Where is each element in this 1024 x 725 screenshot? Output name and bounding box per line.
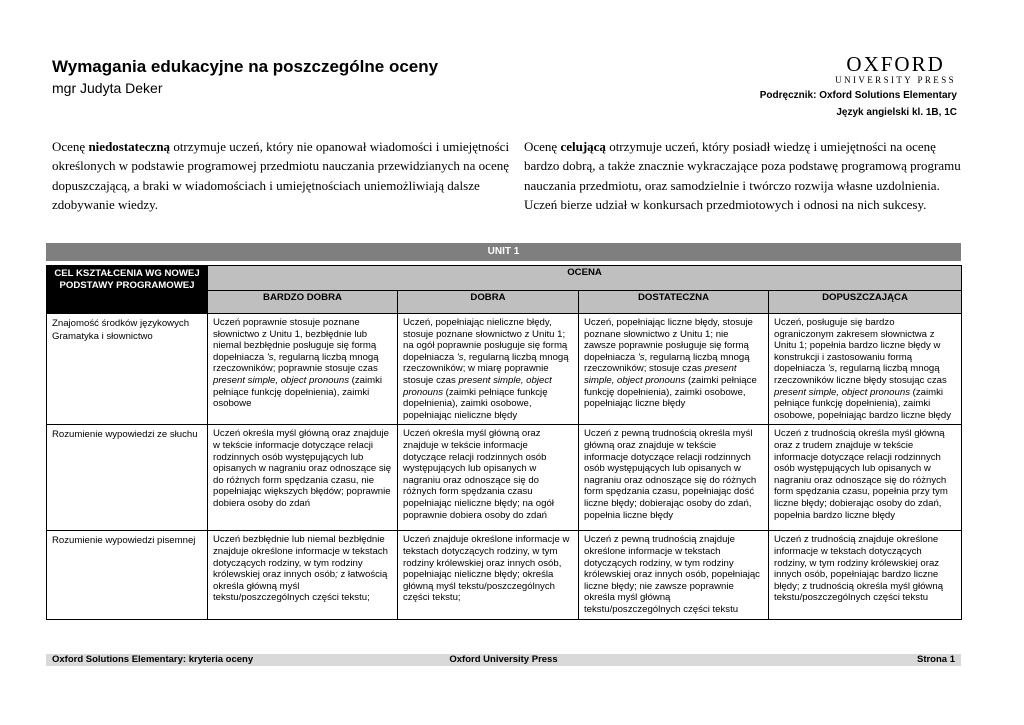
grade-criteria-cell xyxy=(769,314,962,425)
criteria-text: (zaimki pełniące funkcję dopełnienia), zaimki osobowe, popełniając nieliczne błędy xyxy=(403,386,548,421)
intro-left-before: Ocenę xyxy=(52,139,89,154)
requirements-table xyxy=(46,265,962,620)
grade-group-header: OCENA xyxy=(208,266,962,291)
criteria-text: , regularną liczbą mnogą rzeczowników; stosuje czas xyxy=(584,351,750,375)
table-row xyxy=(47,425,962,531)
criteria-text: (zaimki pełniące funkcję dopełnienia), zaimki osobowe, popełniając liczne błędy xyxy=(584,374,757,410)
grade-criteria-cell xyxy=(398,314,579,425)
learning-goal-line: Rozumienie wypowiedzi ze słuchu xyxy=(52,429,198,441)
grade-header: DOBRA xyxy=(398,291,579,314)
criteria-text: z łatwością określa główną myśl tekstu/poszczególnych części tekstu; xyxy=(213,569,388,604)
footer-title: Oxford Solutions Elementary: kryteria oceny xyxy=(52,654,254,665)
criteria-text: Uczeń, popełniając nieliczne błędy, stosuje poznane słownictwo z Unitu 1; na ogół poprawnie posługuje się formą dopełniacza xyxy=(403,317,568,363)
page-number: Strona 1 xyxy=(916,654,955,665)
grade-criteria-cell xyxy=(579,425,769,531)
grade-header: BARDZO DOBRA xyxy=(208,291,398,314)
intro-right-after: otrzymuje uczeń, który posiadł wiedzę i umiejętności na ocenę bardzo dobrą, a także znacznie wykraczające poza podstawę programową programu nauczania przedmiotu, oraz samodzielnie i twórczo rozwija własne uzdolnienia. Uczeń bierze udział w konkursach przedmiotowych i odnosi na nich sukcesy. xyxy=(524,139,961,212)
criteria-text: 's xyxy=(266,351,274,363)
logo-main-text: OXFORD xyxy=(846,52,945,76)
grade-criteria-cell xyxy=(398,531,579,619)
grade-criteria-cell xyxy=(769,531,962,619)
grade-criteria-cell xyxy=(208,531,398,619)
criteria-text: Uczeń z pewną trudnością znajduje określone informacje w tekstach dotyczących rodziny, w tym rodziny królewskiej oraz innych osób, popełniając liczne błędy; nie zawsze poprawnie określa myśl główną tekstu/poszczególnych części tekstu xyxy=(584,534,760,615)
learning-goal-cell xyxy=(47,425,208,531)
author-name: mgr Judyta Deker xyxy=(52,80,163,96)
unit-header: UNIT 1 xyxy=(46,243,961,261)
intro-right-before: Ocenę xyxy=(524,139,561,154)
intro-failing-grade xyxy=(52,137,514,214)
criteria-text: , regularną liczbą mnogą rzeczowników; poprawnie stosuje czas xyxy=(213,351,379,375)
criteria-text: Uczeń z trudnością określa myśl główną oraz z trudem znajduje w tekście informacje dotyczące relacji rodzinnych osób występujących lub opisanych w nagraniu oraz odnoszące się do różnych form spędzania czasu, popełnia przy tym liczne błędy; dobierając osoby do zdań, popełnia bardzo liczne błędy xyxy=(774,428,948,521)
grade-criteria-cell xyxy=(398,425,579,531)
course-label: Język angielski kl. 1B, 1C xyxy=(836,107,957,118)
criteria-text: Uczeń bezbłędnie lub niemal bezbłędnie znajduje określone informacje w tekstach dotyczących rodziny, w tym rodziny królewskiej oraz innych osób xyxy=(213,534,388,581)
criteria-text: Uczeń z trudnością znajduje określone informacje w tekstach dotyczących rodziny, w tym rodziny królewskiej oraz innych osób, popełniając bardzo liczne błędy; z trudnością określa myśl główną tekstu/poszczególnych części tekstu xyxy=(774,534,944,604)
criteria-text: Uczeń, posługuje się bardzo ograniczonym zakresem słownictwa z Unitu 1; popełnia bardzo liczne błędy w konstrukcji i zastosowaniu formą dopełniacza xyxy=(774,317,941,375)
intro-excellent-grade xyxy=(524,137,964,214)
learning-goal-line: Gramatyka i słownictwo xyxy=(52,331,153,342)
logo-sub-text: UNIVERSITY PRESS xyxy=(835,75,956,85)
criteria-text: (zaimki pełniące funkcję dopełnienia), zaimki osobowe, popełniając bardzo liczne błędy xyxy=(774,386,952,421)
criteria-text: present simple, object pronouns xyxy=(584,363,737,386)
criteria-text: present simple, object pronouns xyxy=(213,374,349,386)
criteria-text: present simple, object pronouns xyxy=(774,386,910,398)
learning-goal-line: Rozumienie wypowiedzi pisemnej xyxy=(52,535,196,547)
grade-header: DOSTATECZNA xyxy=(579,291,769,314)
page-title: Wymagania edukacyjne na poszczególne oceny xyxy=(52,57,439,76)
grade-criteria-cell xyxy=(208,314,398,425)
grade-criteria-cell xyxy=(769,425,962,531)
page-footer xyxy=(46,654,961,666)
learning-goal-cell xyxy=(47,531,208,619)
intro-left-after: otrzymuje uczeń, który nie opanował wiadomości i umiejętności określonych w podstawie programowej przedmiotu nauczania przewidzianych na ocenę dopuszczającą, a braki w wiadomościach i umiejętnościach uniemożliwiają dalsze zdobywanie wiedzy. xyxy=(52,139,510,212)
criteria-text: 's xyxy=(637,351,645,363)
goal-column-header: CEL KSZTAŁCENIA WG NOWEJ PODSTAWY PROGRAMOWEJ xyxy=(47,266,208,314)
criteria-text: 's xyxy=(456,351,464,363)
table-row xyxy=(47,314,962,425)
criteria-text: Uczeń określa myśl główną oraz znajduje w tekście informacje dotyczące relacji rodzinnych osób występujących lub opisanych w nagraniu oraz odnoszące się do różnych form spędzania czasu, nie popełniając większych błędów; poprawnie dobiera osoby do zdań xyxy=(213,428,392,509)
textbook-label: Podręcznik: Oxford Solutions Elementary xyxy=(759,90,957,101)
criteria-text: Uczeń określa myśl główną oraz znajduje w tekście informacje dotyczące relacji rodzinnych osób występujących lub opisanych w nagraniu oraz odnoszące się do różnych form spędzania czasu popełniając nieliczne błędy; na ogół poprawnie dobiera osoby do zdań xyxy=(403,428,554,521)
criteria-text: , regularną liczbą mnogą rzeczowników liczne błędy stosując czas xyxy=(774,363,947,386)
criteria-text: Uczeń znajduje określone informacje w tekstach dotyczących rodziny, w tym rodziny królewskiej oraz innych osób, popełniając nieliczne błędy; określa główną myśl tekstu/poszczególnych części tekstu; xyxy=(403,534,570,604)
grade-header: DOPUSZCZAJĄCA xyxy=(769,291,962,314)
criteria-text: Uczeń poprawnie stosuje poznane słownictwo z Unitu 1, bezbłędnie lub niemal bezbłędnie posługuje się formą dopełniacza xyxy=(213,317,377,363)
oxford-logo xyxy=(835,53,956,85)
learning-goal-cell xyxy=(47,314,208,425)
criteria-text: present simple, object pronouns xyxy=(403,374,552,398)
grade-criteria-cell xyxy=(579,314,769,425)
table-row xyxy=(47,531,962,619)
criteria-text: Uczeń, popełniając liczne błędy, stosuje poznane słownictwo z Unitu 1; nie zawsze poprawnie posługuje się formą dopełniacza xyxy=(584,317,753,363)
grade-criteria-cell xyxy=(579,531,769,619)
criteria-text: , regularną liczbą mnogą rzeczowników; w miarę poprawnie stosuje czas xyxy=(403,351,569,386)
learning-goal-line: Znajomość środków językowych xyxy=(52,318,190,329)
footer-publisher: Oxford University Press xyxy=(449,654,558,665)
intro-right-grade: celującą xyxy=(560,139,606,154)
grade-criteria-cell xyxy=(208,425,398,531)
criteria-text: 's xyxy=(827,363,835,375)
criteria-text: Uczeń z pewną trudnością określa myśl główną oraz znajduje w tekście informacje dotyczące relacji rodzinnych osób występujących lub opisanych w nagraniu oraz odnoszące się do różnych form spędzania czasu, popełniając dość liczne błędy; dobierając osoby do zdań, popełnia liczne błędy xyxy=(584,428,757,521)
criteria-text: (zaimki pełniące funkcję dopełnienia), zaimki osobowe xyxy=(213,374,383,410)
intro-left-grade: niedostateczną xyxy=(88,139,171,154)
criteria-text: ; xyxy=(335,569,338,581)
